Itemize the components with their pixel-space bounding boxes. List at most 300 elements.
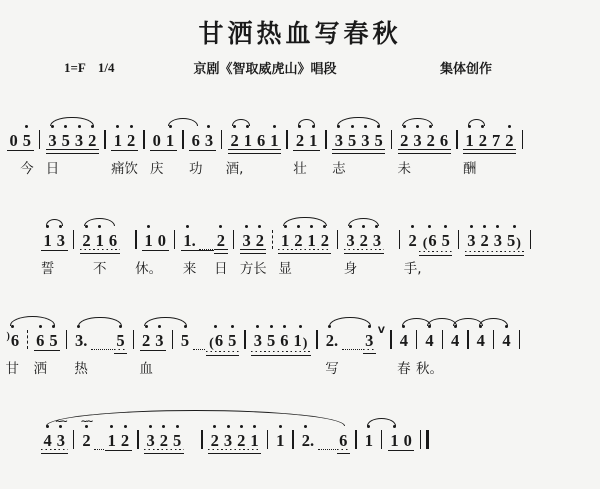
octave-dot — [256, 325, 259, 328]
octave-dot — [444, 225, 447, 228]
note — [237, 431, 245, 450]
note-digit: 1. — [183, 230, 196, 250]
score-subheader — [0, 58, 600, 82]
score — [0, 108, 600, 489]
note-digit: 2 — [237, 430, 246, 450]
measure — [111, 130, 138, 177]
measure — [40, 230, 68, 277]
score-subtitle: 京剧《智取威虎山》唱段 — [193, 62, 337, 77]
note-digit: 4 — [476, 330, 485, 350]
lyric: 誓 — [40, 260, 55, 277]
beam-group — [40, 230, 68, 277]
beam-group — [337, 431, 350, 454]
barline — [292, 430, 293, 449]
beam-group — [323, 330, 362, 377]
octave-dot — [245, 225, 248, 228]
barline — [73, 430, 74, 449]
note-digit: 6 — [191, 130, 200, 150]
measure — [397, 330, 411, 377]
lyric: 甘 — [5, 360, 20, 377]
note — [321, 231, 329, 250]
octave-dot — [231, 325, 234, 328]
measure — [139, 330, 167, 377]
barline — [390, 330, 391, 349]
lyric: 秋。 — [416, 360, 444, 377]
slur-arc — [402, 118, 433, 126]
sustain-line — [318, 441, 336, 450]
sustain-line — [342, 341, 362, 350]
note-digit: 2 — [82, 230, 91, 250]
beam-group — [178, 331, 205, 350]
note-digit: 6 — [108, 230, 118, 250]
note-digit: 1 — [165, 130, 175, 150]
beam-group — [332, 130, 385, 177]
beam-group — [293, 130, 320, 177]
measure — [323, 325, 385, 377]
note — [49, 331, 57, 350]
note-digit: 2 — [142, 330, 151, 350]
measure — [500, 331, 513, 350]
note-digit: 2 — [478, 130, 488, 150]
note-digit: 2. — [301, 430, 315, 450]
beam-group — [388, 431, 415, 451]
note — [5, 330, 20, 377]
note-digit: 1 — [276, 430, 285, 450]
measure — [278, 230, 331, 277]
lyric: 洒 — [33, 360, 47, 377]
measure — [239, 230, 267, 277]
beam-group — [45, 130, 99, 177]
measure — [465, 231, 525, 256]
note — [45, 130, 60, 177]
note — [502, 331, 510, 350]
note — [339, 431, 347, 450]
note-digit: 3 — [334, 130, 343, 150]
note-digit: 4 — [502, 330, 511, 350]
barline — [272, 230, 273, 249]
note — [121, 431, 129, 450]
measure — [3, 330, 22, 377]
note-digit: 5 — [173, 430, 182, 450]
beam-group — [208, 431, 261, 454]
note — [150, 130, 164, 177]
note-digit: 3 — [242, 230, 251, 250]
note-digit: 2 — [295, 130, 305, 150]
note-digit: 5 — [441, 230, 450, 250]
barline — [39, 130, 40, 149]
barline — [137, 430, 138, 449]
barline — [182, 130, 183, 149]
beam-group — [397, 130, 451, 177]
note-digit: 1 — [364, 430, 373, 450]
note — [57, 231, 65, 250]
octave-dot — [483, 225, 486, 228]
note — [244, 131, 252, 150]
note — [182, 230, 197, 277]
close-paren: ) — [302, 335, 308, 351]
note-digit: 1 — [293, 330, 302, 350]
beam-group — [188, 130, 216, 177]
octave-dot — [147, 225, 150, 228]
lyric: 未 — [397, 160, 411, 177]
note-digit: 1 — [309, 130, 318, 150]
octave-dot — [130, 125, 133, 128]
lyric: 休。 — [135, 260, 163, 277]
note — [293, 331, 308, 352]
note — [205, 131, 213, 150]
note — [160, 431, 168, 450]
open-paren: ) — [6, 330, 10, 342]
measure — [41, 416, 68, 454]
note-digit: 3 — [204, 130, 214, 150]
note — [93, 230, 107, 277]
slur-arc — [84, 218, 115, 226]
note — [166, 131, 174, 150]
octave-dot — [299, 325, 302, 328]
octave-dot — [25, 125, 28, 128]
measure — [7, 130, 34, 177]
note-digit: 1 — [390, 430, 399, 450]
lyric: 不 — [93, 260, 107, 277]
note — [139, 330, 153, 377]
note — [373, 231, 381, 250]
note-digit: 3 — [56, 430, 65, 450]
beam-group — [41, 416, 68, 454]
note — [109, 231, 117, 250]
note — [332, 130, 346, 177]
beam-group — [33, 330, 61, 377]
beam-group — [274, 431, 287, 450]
note — [111, 130, 125, 177]
octave-dot — [283, 325, 286, 328]
mordent-icon: ∼∼ — [80, 416, 92, 427]
lyric: 热 — [74, 360, 88, 377]
note-digit: 2 — [294, 230, 303, 250]
note-digit: 1 — [270, 130, 279, 150]
note-digit: 0 — [403, 430, 412, 450]
barline — [522, 130, 523, 149]
measure — [72, 330, 127, 377]
slur-arc — [232, 119, 250, 126]
note — [397, 330, 411, 377]
slur-arc — [50, 117, 94, 126]
note — [343, 230, 358, 277]
note-digit: 3 — [253, 330, 262, 350]
note — [257, 131, 265, 150]
note — [116, 331, 124, 350]
measure — [274, 431, 287, 450]
note — [214, 230, 228, 277]
note — [239, 230, 254, 277]
beam-group — [105, 431, 132, 451]
barline — [286, 130, 287, 149]
lyric: 日 — [214, 260, 228, 277]
octave-dot — [116, 125, 119, 128]
key-value: 1=F — [64, 60, 86, 75]
note-digit: 5 — [180, 330, 190, 350]
note — [80, 416, 92, 450]
note-digit: 2 — [480, 230, 489, 250]
note — [228, 331, 236, 350]
slur-arc — [329, 317, 371, 326]
barline — [172, 330, 173, 349]
note — [33, 330, 47, 377]
lyric: 来 — [182, 260, 197, 277]
note — [404, 431, 412, 450]
slur-arc — [348, 218, 379, 226]
note — [208, 331, 223, 352]
measure — [150, 130, 177, 177]
beam-group — [465, 231, 525, 256]
measure — [144, 431, 184, 454]
note — [416, 330, 444, 377]
note — [442, 231, 450, 250]
note — [365, 431, 373, 450]
note-digit: 5 — [22, 130, 31, 150]
time-signature: 1/4 — [97, 60, 115, 75]
beam-group — [397, 330, 411, 377]
beam-group — [111, 130, 138, 177]
note-digit: 3 — [467, 230, 476, 250]
lyric: 痛 — [111, 160, 125, 177]
note-digit: 5 — [49, 330, 58, 350]
octave-dot — [428, 225, 431, 228]
slur-arc — [10, 316, 56, 326]
slur-arc — [144, 317, 187, 326]
lyric: 日 — [45, 160, 60, 177]
note — [492, 131, 500, 150]
barline — [66, 330, 67, 349]
note-digit: 2 — [159, 430, 169, 450]
measure — [135, 230, 169, 277]
note-digit: 3 — [365, 330, 374, 350]
note — [254, 331, 262, 350]
beam-group — [403, 230, 422, 277]
measure — [416, 330, 444, 377]
octave-dot — [508, 125, 511, 128]
beam-group — [416, 330, 444, 377]
barline — [381, 430, 382, 449]
measure — [80, 230, 120, 277]
note-digit: 2 — [320, 230, 329, 250]
note-digit: 4 — [425, 330, 434, 350]
measure — [449, 331, 462, 350]
barline — [27, 330, 28, 349]
note — [348, 131, 356, 150]
note-digit: 3. — [74, 330, 88, 350]
octave-dot — [496, 225, 499, 228]
score-line — [0, 108, 600, 208]
note — [253, 230, 267, 277]
note-digit: 3 — [413, 130, 422, 150]
breath-mark: V — [377, 325, 385, 336]
barline — [493, 330, 494, 349]
octave-dot — [219, 225, 222, 228]
beam-group — [139, 330, 167, 377]
beam-group — [449, 331, 462, 350]
note-digit: 6 — [280, 330, 289, 350]
note — [361, 131, 369, 150]
octave-dot — [207, 125, 210, 128]
octave-dot — [411, 225, 414, 228]
barline — [325, 130, 326, 149]
note-digit: 1 — [250, 430, 259, 450]
score-line — [0, 208, 600, 308]
note — [225, 130, 244, 177]
beam-group — [181, 230, 214, 277]
note-digit: 4 — [43, 430, 52, 450]
open-paren: ( — [209, 335, 214, 351]
barline — [519, 330, 520, 349]
mordent-icon: ∼∼ — [54, 416, 66, 427]
octave-dot — [270, 325, 273, 328]
note — [267, 331, 275, 350]
note — [307, 231, 315, 250]
note-digit: 1 — [113, 130, 123, 150]
note — [451, 331, 459, 350]
measure — [45, 130, 99, 177]
note-digit: 1 — [95, 230, 104, 250]
beam-group — [278, 230, 331, 277]
note — [62, 131, 70, 150]
lyric: 功 — [188, 160, 203, 177]
barline — [221, 130, 222, 149]
note-digit: 2 — [408, 230, 417, 250]
lyric: 饮 — [124, 160, 138, 177]
note-digit: 6 — [36, 330, 45, 350]
note — [276, 431, 284, 450]
barline — [530, 230, 531, 249]
measure — [208, 431, 261, 454]
measure — [225, 130, 281, 177]
note — [155, 331, 163, 350]
barline — [442, 330, 443, 349]
lyric: 长 — [253, 260, 267, 277]
lyric: 写 — [325, 360, 339, 377]
note — [427, 131, 435, 150]
note — [294, 231, 302, 250]
composer-credit: 集体创作 — [440, 62, 493, 77]
note-digit: 1 — [107, 430, 116, 450]
note — [325, 330, 339, 377]
note-digit: 2 — [359, 230, 368, 250]
slur-arc — [46, 410, 345, 426]
lyric: 显 — [278, 260, 292, 277]
sustain-line — [94, 441, 104, 450]
beam-group — [150, 130, 177, 177]
note — [481, 231, 489, 250]
note-digit: 5 — [347, 130, 357, 150]
beam-group — [363, 331, 376, 354]
open-paren: ( — [422, 235, 428, 251]
note-digit: 2 — [230, 130, 239, 150]
score-line — [0, 408, 600, 489]
note-digit: 5 — [507, 230, 516, 250]
note-digit: 3 — [74, 130, 84, 150]
note — [397, 130, 411, 177]
measure — [474, 331, 487, 350]
note — [390, 431, 398, 450]
lyric: 身 — [343, 260, 358, 277]
note — [224, 431, 232, 450]
note-digit: 1 — [465, 130, 474, 150]
note — [211, 431, 219, 450]
note-digit: 1 — [43, 230, 52, 250]
barline — [73, 230, 74, 249]
barline — [391, 130, 392, 149]
note — [309, 131, 317, 150]
slur-arc — [468, 119, 485, 126]
note-digit: 6 — [439, 130, 449, 150]
measure — [332, 130, 385, 177]
close-paren: ) — [516, 235, 521, 251]
note — [280, 331, 288, 350]
beam-group — [500, 331, 513, 350]
lyric: 壮 — [293, 160, 307, 177]
measure — [362, 431, 375, 450]
octave-dot — [214, 325, 217, 328]
note-digit: 1 — [243, 130, 252, 150]
note-digit: 1 — [280, 230, 290, 250]
beam-group — [3, 330, 22, 377]
note-digit: 0 — [9, 130, 18, 150]
note-digit: 1 — [144, 230, 153, 250]
note — [507, 231, 522, 252]
note — [403, 230, 422, 277]
slur-arc — [168, 118, 198, 126]
note-digit: 0 — [157, 230, 167, 250]
measure — [343, 230, 384, 277]
beam-group — [225, 130, 281, 177]
note — [250, 431, 258, 450]
note — [147, 431, 155, 450]
note — [158, 231, 166, 250]
beam-group — [80, 416, 105, 450]
beam-group — [206, 331, 239, 356]
slur-arc — [298, 119, 315, 126]
note-digit: 3 — [48, 130, 57, 150]
note — [477, 331, 485, 350]
lyric: 酬 — [462, 160, 477, 177]
note — [135, 230, 163, 277]
barline — [233, 230, 234, 249]
barline — [267, 430, 268, 449]
sustain-line — [193, 341, 205, 350]
lyric: 庆 — [150, 160, 164, 177]
octave-dot — [186, 225, 189, 228]
barline — [456, 130, 457, 149]
note — [181, 331, 189, 350]
slur-arc — [337, 117, 380, 126]
final-barline — [420, 430, 429, 449]
note-digit: 2 — [120, 430, 130, 450]
page-title: 甘洒热血写春秋 — [198, 19, 402, 48]
note-digit: 1 — [307, 230, 316, 250]
barline — [316, 330, 317, 349]
measure — [293, 130, 320, 177]
barline — [416, 330, 417, 349]
octave-dot — [273, 125, 276, 128]
lyric: 酒, — [225, 160, 244, 177]
note-digit: 3 — [346, 230, 355, 250]
note-digit: 6 — [428, 230, 437, 250]
octave-dot — [258, 225, 261, 228]
note — [293, 130, 307, 177]
slur-arc — [479, 318, 508, 326]
measure — [80, 416, 132, 451]
lyric: 方 — [239, 260, 254, 277]
note — [467, 231, 475, 250]
